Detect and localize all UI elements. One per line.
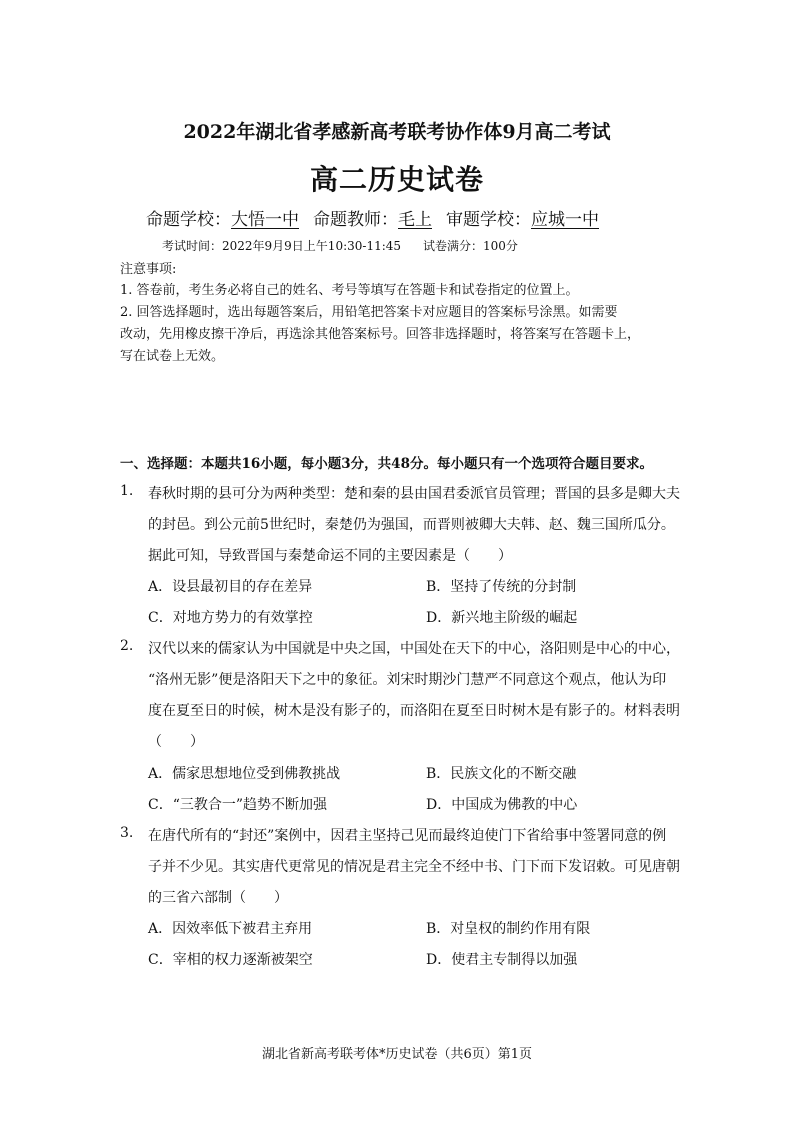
question-text: （ ） [148, 734, 204, 750]
option-c: C．“三教合一”趋势不断加强 [148, 797, 328, 813]
option-b: B．坚持了传统的分封制 [426, 579, 577, 595]
question-text: 据此可知，导致晋国与秦楚命运不同的主要因素是（ ） [148, 548, 512, 564]
option-d: D．中国成为佛教的中心 [426, 797, 578, 813]
question-text: 度在夏至日的时候，树木是没有影子的，而洛阳在夏至日时树木是有影子的。材料表明 [148, 703, 680, 719]
question-number: 3. [120, 825, 134, 841]
full-score: 试卷满分：100分 [423, 239, 518, 253]
question-text: 的三省六部制（ ） [148, 890, 288, 906]
option-a: A．因效率低下被君主弃用 [148, 921, 313, 937]
question-text: 子并不少见。其实唐代更常见的情况是君主完全不经中书、门下而下发诏敕。可见唐朝 [148, 859, 680, 875]
exam-title: 2022年湖北省孝感新高考联考协作体9月高二考试 [183, 121, 611, 143]
question-number: 2. [120, 638, 134, 654]
teacher-name: 毛上 [398, 210, 432, 230]
notes-title: 注意事项: [120, 262, 177, 277]
school-name: 大悟一中 [231, 210, 299, 230]
review-label: 审题学校： [446, 210, 531, 230]
exam-info [162, 237, 518, 254]
section-header: 一、选择题：本题共16小题，每小题3分，共48分。每小题只有一个选项符合题目要求。 [120, 456, 653, 472]
option-b: B．民族文化的不断交融 [426, 766, 577, 782]
option-c: C．宰相的权力逐渐被架空 [148, 952, 313, 968]
option-d: D．新兴地主阶级的崛起 [426, 610, 578, 626]
note-line: 2. 回答选择题时，选出每题答案后，用铅笔把答案卡对应题目的答案标号涂黑。如需要 [120, 305, 618, 320]
option-a: A．儒家思想地位受到佛教挑战 [148, 766, 341, 782]
page-footer: 湖北省新高考联考体*历史试卷（共6页）第1页 [261, 1047, 533, 1062]
option-c: C．对地方势力的有效掌控 [148, 610, 313, 626]
option-b: B．对皇权的制约作用有限 [426, 921, 591, 937]
exam-time: 考试时间：2022年9月9日上午10:30-11:45 [162, 239, 402, 253]
question-text: 在唐代所有的“封还”案例中，因君主坚持己见而最终迫使门下省给事中签署同意的例 [148, 828, 667, 844]
credits-line [146, 205, 599, 230]
question-text: 春秋时期的县可分为两种类型：楚和秦的县由国君委派官员管理；晋国的县多是卿大夫 [148, 486, 680, 502]
note-line: 改动，先用橡皮擦干净后，再选涂其他答案标号。回答非选择题时，将答案写在答题卡上， [120, 327, 641, 342]
teacher-label: 命题教师： [313, 210, 398, 230]
question-text: 的封邑。到公元前5世纪时，秦楚仍为强国，而晋则被卿大夫韩、赵、魏三国所瓜分。 [148, 517, 675, 533]
note-line: 1. 答卷前，考生务必将自己的姓名、考号等填写在答题卡和试卷指定的位置上。 [120, 283, 579, 298]
subject-title: 高二历史试卷 [309, 163, 484, 196]
option-d: D．使君主专制得以加强 [426, 952, 578, 968]
question-text: “洛州无影”便是洛阳天下之中的象征。刘宋时期沙门慧严不同意这个观点，他认为印 [148, 672, 667, 688]
school-label: 命题学校： [146, 210, 231, 230]
question-text: 汉代以来的儒家认为中国就是中央之国，中国处在天下的中心，洛阳则是中心的中心， [148, 641, 680, 657]
review-school: 应城一中 [531, 210, 599, 230]
option-a: A．设县最初目的存在差异 [148, 579, 313, 595]
question-number: 1. [120, 483, 134, 499]
note-line: 写在试卷上无效。 [120, 349, 225, 364]
